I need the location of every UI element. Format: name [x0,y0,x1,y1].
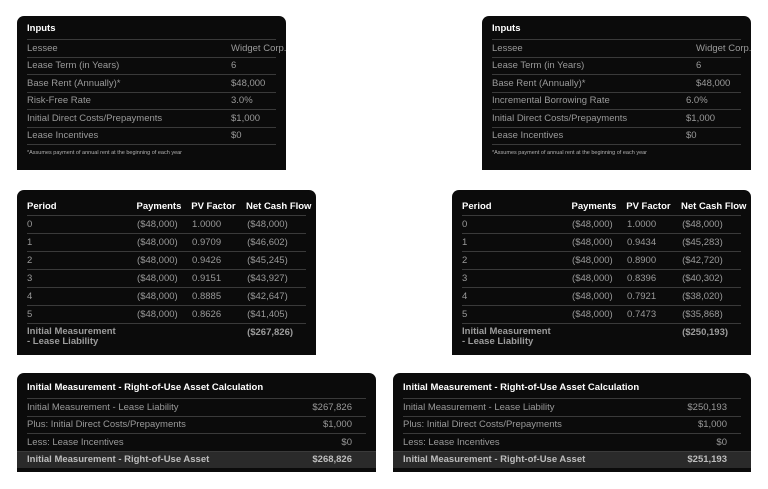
right-input-row-incentives: Lease Incentives $0 [492,127,741,145]
right-input-row-term: Lease Term (in Years) 6 [492,57,741,75]
left-input-row-direct-costs: Initial Direct Costs/Prepayments $1,000 [27,109,276,127]
left-inputs-title: Inputs [27,23,56,34]
left-lease-liability-total: ($267,826) [247,327,294,338]
table-row: 2 ($48,000) 0.9426 ($45,245) [27,251,306,269]
table-row: 5 ($48,000) 0.7473 ($35,868) [462,305,741,323]
right-table-total-row: Initial Measurement - Lease Liability ($250,193) [462,323,741,349]
table-row: 3 ($48,000) 0.8396 ($40,302) [462,269,741,287]
table-row: 0 ($48,000) 1.0000 ($48,000) [462,215,741,233]
right-input-row-rate: Incremental Borrowing Rate 6.0% [492,92,741,110]
table-row: 3 ($48,000) 0.9151 ($43,927) [27,269,306,287]
right-inputs-footnote: *Assumes payment of annual rent at the beginning of each year [492,144,741,161]
left-input-row-rent: Base Rent (Annually)* $48,000 [27,74,276,92]
table-row: 1 ($48,000) 0.9709 ($46,602) [27,233,306,251]
table-row: 5 ($48,000) 0.8626 ($41,405) [27,305,306,323]
right-rou-title: Initial Measurement - Right-of-Use Asset Calculation [403,382,640,393]
right-lease-liability-total: ($250,193) [682,327,729,338]
left-input-row-term: Lease Term (in Years) 6 [27,57,276,75]
right-cashflow-table [452,190,751,355]
table-row: 4 ($48,000) 0.8885 ($42,647) [27,287,306,305]
left-rou-row-asset-total: Initial Measurement - Right-of-Use Asset $268,826 [17,451,376,469]
table-row: 1 ($48,000) 0.9434 ($45,283) [462,233,741,251]
left-input-row-lessee: Lessee Widget Corp. [27,39,276,57]
left-rou-title: Initial Measurement - Right-of-Use Asset Calculation [27,382,264,393]
table-row: 0 ($48,000) 1.0000 ($48,000) [27,215,306,233]
right-rou-panel [393,373,751,472]
right-input-row-direct-costs: Initial Direct Costs/Prepayments $1,000 [492,109,741,127]
left-table-total-row: Initial Measurement - Lease Liability ($267,826) [27,323,306,349]
right-inputs-panel [482,16,751,170]
table-row: 4 ($48,000) 0.7921 ($38,020) [462,287,741,305]
right-table-header: Period Payments PV Factor Net Cash Flow [462,201,747,212]
left-inputs-footnote: *Assumes payment of annual rent at the beginning of each year [27,144,276,161]
left-rou-row-liability: Initial Measurement - Lease Liability $267,826 [27,398,366,416]
right-input-row-lessee: Lessee Widget Corp. [492,39,741,57]
right-rou-row-incentives: Less: Lease Incentives $0 [403,433,741,451]
right-rou-row-direct-costs: Plus: Initial Direct Costs/Prepayments $1,000 [403,416,741,434]
left-rou-panel [17,373,376,472]
left-cashflow-table [17,190,316,355]
right-inputs-title: Inputs [492,23,521,34]
left-input-row-incentives: Lease Incentives $0 [27,127,276,145]
right-input-row-rent: Base Rent (Annually)* $48,000 [492,74,741,92]
table-row: 2 ($48,000) 0.8900 ($42,720) [462,251,741,269]
left-input-row-rate: Risk-Free Rate 3.0% [27,92,276,110]
left-inputs-panel [17,16,286,170]
left-rou-row-direct-costs: Plus: Initial Direct Costs/Prepayments $1,000 [27,416,366,434]
right-rou-row-liability: Initial Measurement - Lease Liability $250,193 [403,398,741,416]
left-table-header: Period Payments PV Factor Net Cash Flow [27,201,312,212]
right-rou-row-asset-total: Initial Measurement - Right-of-Use Asset $251,193 [393,451,751,469]
left-rou-row-incentives: Less: Lease Incentives $0 [27,433,366,451]
